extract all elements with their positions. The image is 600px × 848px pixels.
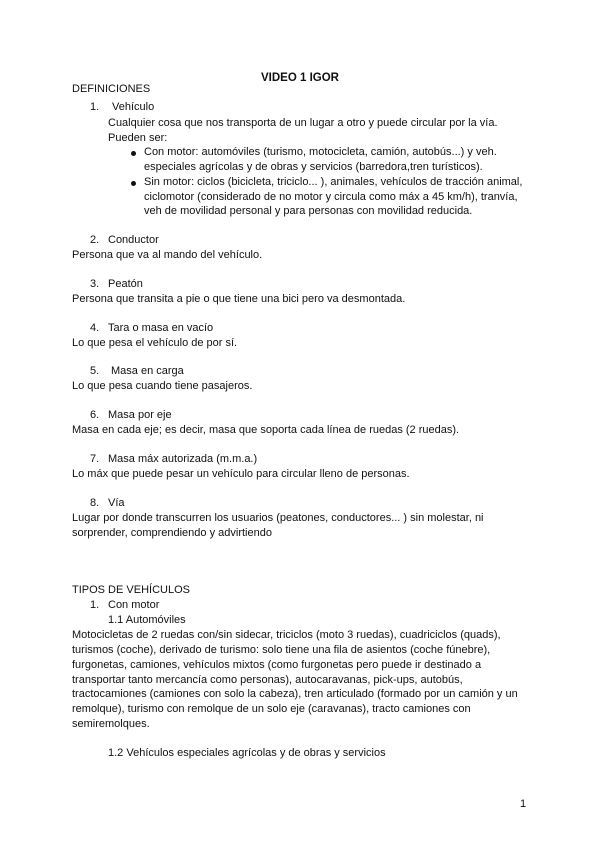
page-number: 1 xyxy=(520,798,527,810)
definiciones-heading: DEFINICIONES xyxy=(72,83,151,95)
item-3-label: Peatón xyxy=(108,278,143,290)
item-4-number: 4. xyxy=(90,322,100,334)
item-8-desc-line: sorprender, comprendiendo y advirtiendo xyxy=(72,527,272,539)
item-4-label: Tara o masa en vacío xyxy=(108,322,214,334)
item-5-number: 5. xyxy=(90,365,100,377)
bullet-2-line: ciclomotor (considerado de no motor y circula como máx a 45 km/h), tranvía, xyxy=(144,191,518,203)
bullet-1-line: especiales agrícolas y de obras y servicios (barredora,tren turísticos). xyxy=(144,161,483,173)
item-1-desc-line: Pueden ser: xyxy=(108,132,168,144)
sub-1-text-line: tractocamiones (camiones con solo la cabeza), tren articulado (formado por un camión y un xyxy=(72,688,518,700)
item-1-label: Vehículo xyxy=(112,101,155,113)
bullet-icon xyxy=(131,151,136,156)
item-7-label: Masa máx autorizada (m.m.a.) xyxy=(108,453,258,465)
page-title: VIDEO 1 IGOR xyxy=(261,72,339,84)
item-6-number: 6. xyxy=(90,409,100,421)
item-2-number: 2. xyxy=(90,234,100,246)
bullet-2-line: veh de movilidad personal y para personas con movilidad reducida. xyxy=(144,205,473,217)
sub-2-label: 1.2 Vehículos especiales agrícolas y de obras y servicios xyxy=(108,747,386,759)
sub-1-text-line: remolque), turismo con remolque de un solo eje (caravanas), tracto camiones con xyxy=(72,703,471,715)
item-8-label: Vía xyxy=(108,497,125,509)
item-3-number: 3. xyxy=(90,278,100,290)
item-1-number: 1. xyxy=(90,101,100,113)
item-6-desc: Masa en cada eje; es decir, masa que soporta cada línea de ruedas (2 ruedas). xyxy=(72,424,460,436)
item-3-desc: Persona que transita a pie o que tiene una bici pero va desmontada. xyxy=(72,293,406,305)
item-2-label: Conductor xyxy=(108,234,159,246)
item-4-desc: Lo que pesa el vehículo de por sí. xyxy=(72,337,238,349)
sub-1-label: 1.1 Automóviles xyxy=(108,614,186,626)
tipos-item-1-number: 1. xyxy=(90,599,100,611)
item-6-label: Masa por eje xyxy=(108,409,172,421)
sub-1-text-line: furgonetas, camiones, vehículos mixtos (como furgonetas pero puede ir destinado a xyxy=(72,659,482,671)
tipos-item-1-label: Con motor xyxy=(108,599,160,611)
bullet-icon xyxy=(131,181,136,186)
sub-1-text-line: semiremolques. xyxy=(72,718,150,730)
item-2-desc: Persona que va al mando del vehículo. xyxy=(72,249,263,261)
bullet-1-line: Con motor: automóviles (turismo, motocicleta, camión, autobús...) y veh. xyxy=(144,146,497,158)
bullet-2-line: Sin motor: ciclos (bicicleta, triciclo... ), animales, vehículos de tracción animal, xyxy=(144,176,523,188)
item-5-desc: Lo que pesa cuando tiene pasajeros. xyxy=(72,380,253,392)
item-8-desc-line: Lugar por donde transcurren los usuarios (peatones, conductores... ) sin molestar, ni xyxy=(72,512,484,524)
item-7-number: 7. xyxy=(90,453,100,465)
item-5-label: Masa en carga xyxy=(111,365,184,377)
item-7-desc: Lo máx que puede pesar un vehículo para circular lleno de personas. xyxy=(72,468,410,480)
tipos-heading: TIPOS DE VEHÍCULOS xyxy=(72,584,190,596)
item-8-number: 8. xyxy=(90,497,100,509)
sub-1-text-line: transportar tanto mercancía como personas), autocaravanas, pick-ups, autobús, xyxy=(72,674,463,686)
item-1-desc-line: Cualquier cosa que nos transporta de un lugar a otro y puede circular por la vía. xyxy=(108,117,498,129)
sub-1-text-line: Motocicletas de 2 ruedas con/sin sidecar, triciclos (moto 3 ruedas), cuadriciclos (quads), xyxy=(72,629,501,641)
sub-1-text-line: turismos (coche), derivado de turismo: solo tiene una fila de asientos (coche fúnebre), xyxy=(72,644,491,656)
